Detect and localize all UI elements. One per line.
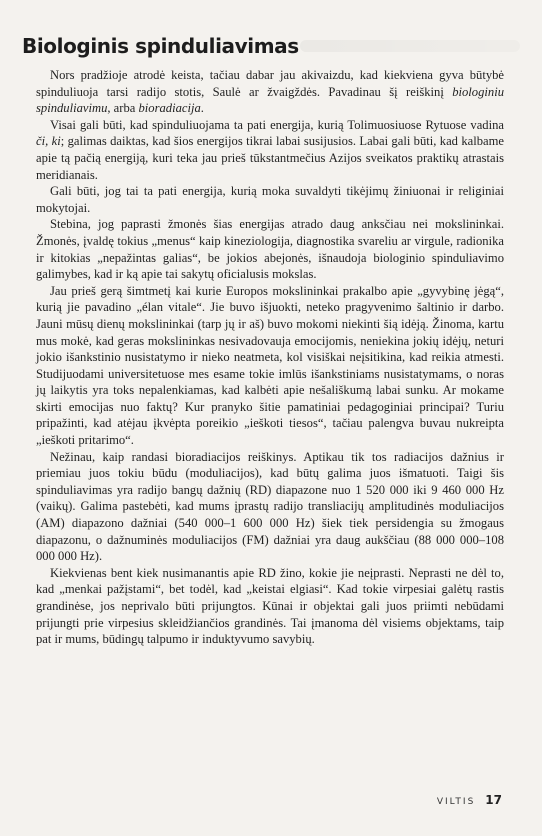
paragraph [36, 67, 504, 117]
text-run: Visai gali būti, kad spinduliuojama ta pati energija, kurią Tolimuosiuose Rytuose vadina [50, 117, 504, 132]
italic-term: či, ki [36, 134, 61, 149]
text-run: Nors pradžioje atrodė keista, tačiau dabar jau akivaizdu, kad kiekviena gyva būtybė spinduliuoja tarsi radijo stotis, Saulė ar žvaigždės. Pavadinau šį reiškinį [36, 68, 504, 99]
page-footer [437, 793, 502, 807]
paragraph [36, 283, 504, 449]
paragraph [36, 183, 504, 216]
paragraph [36, 216, 504, 282]
paragraph [36, 117, 504, 183]
page-title: Biologinis spinduliavimas [22, 34, 299, 58]
text-run: Kiekvienas bent kiek nusimanantis apie RD žino, kokie jie neįprasti. Neprasti ne dėl to, kad „menkai pažįstami“, bet todėl, kad „keistai elgiasi“. Kad tokie virpesiai galėtų rastis grandinėse, jos neprivalo būti prijungtos. Kūnai ir objektai gali juos priimti nebūdami prijungti prie virpesius skleidžiančios grandinės. Tai įmanoma dėl visiems objektams, taip pat ir mums, būdingų talpumo ir induktyvumo savybių. [36, 565, 504, 647]
page-number: 17 [485, 793, 502, 807]
text-run: Jau prieš gerą šimtmetį kai kurie Europos mokslininkai prakalbo apie „gyvybinę jėgą“, kurią jie pavadino „élan vitale“. Jie buvo išjuokti, neteko pragyvenimo šaltinio ir darbo. Jauni mūsų dienų mokslininkai (tarp jų ir aš) buvo mokomi niekinti šią idėją. Žinoma, kartu mus mokė, kad geras mokslininkas nesivadovauja emocijomis, neniekina jokių idėjų, neturi jokio išankstinio nusistatymo ir nieko neatmeta, kol visiškai neįsitikina, kad reikia atmesti. Studijuodami universitetuose mes esame tokie imlūs išankstiniams nusistatymams, o noras jų laikytis yra toks nepalenkiamas, kad kalbėti apie nešališkumą labai sunku. Ar mokame skirti emocijas nuo faktų? Kur pranyko šitie pamatiniai pedagoginiai principai? Turiu pripažinti, kad atėjau įkvėpta poreikio „ieškoti tiesos“, tačiau palengva buvau nukreipta „ieškoti pritarimo“. [36, 283, 504, 448]
body-text [36, 67, 504, 648]
italic-term: bioradiacija [138, 101, 201, 116]
text-run: Stebina, jog paprasti žmonės šias energijas atrado daug anksčiau nei mokslininkai. Žmonės, įvaldę tokius „menus“ kaip kineziologija, diagnostika svareliu ar virgule, radionika ir kitokias „nepažintas galias“, be jokios abejonės, išnaudoja biologinio spinduliavimo galimybes, kad ir ką apie tai sakytų oficialusis mokslas. [36, 217, 504, 282]
text-run: ; galimas daiktas, kad šios energijos tikrai labai susijusios. Labai gali būti, kad kalbame apie tą pačią energiją, kuri teka jau prieš tūkstantmečius Azijos sveikatos praktikų atrastais meridianais. [36, 134, 504, 182]
text-run: Gali būti, jog tai ta pati energija, kurią moka suvaldyti tikėjimų žiniuonai ir religiniai mokytojai. [36, 184, 504, 215]
text-run: Nežinau, kaip randasi bioradiacijos reiškinys. Aptikau tik tos radiacijos dažnius ir priemiau juos tokiu būdu (moduliacijos), kad būtų galima juos išmatuoti. Taigi šis spinduliavimas yra radijo bangų dažnių (RD) diapazone nuo 1 520 000 iki 9 460 000 Hz (vaikų). Galima pastebėti, kad mums įprastų radijo transliacijų amplitudinės moduliacijos (AM) diapazono dažniai (540 000–1 600 000 Hz) šiek tiek persidengia su žmogaus diapazonu, o dažnuminės moduliacijos (FM) dažniai yra daug aukščiau (88 000 000–108 000 000 Hz). [36, 449, 504, 564]
paragraph [36, 449, 504, 565]
text-run: . [200, 101, 204, 116]
italic-term: biologiniu spinduliavimu [36, 84, 504, 116]
paragraph [36, 565, 504, 648]
running-head: VILTIS [436, 797, 476, 807]
show-through-text [300, 40, 520, 52]
text-run: , arba [107, 101, 139, 116]
